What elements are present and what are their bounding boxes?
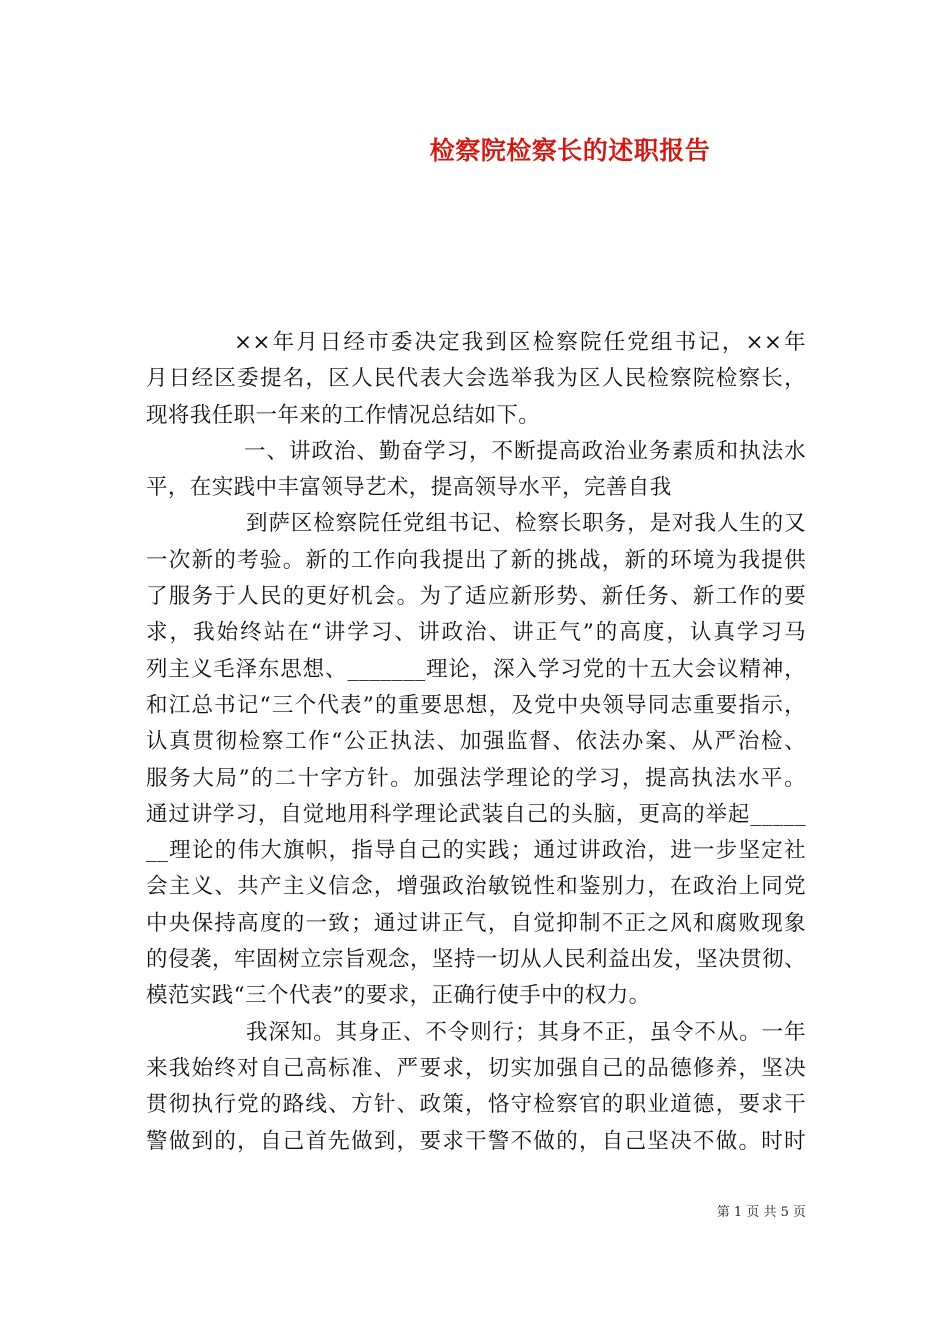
text-line: 月日经区委提名，区人民代表大会选举我为区人民检察院检察长， — [146, 366, 806, 392]
text-line: 我深知。其身正、不令则行；其身不正，虽令不从。一年 — [246, 1019, 806, 1045]
document-body — [146, 325, 806, 1160]
text-line: 模范实践“三个代表”的要求，正确行使手中的权力。 — [146, 983, 651, 1009]
text-line: 会主义、共产主义信念，增强政治敏锐性和鉴别力，在政治上同党 — [146, 874, 806, 900]
text-line: 现将我任职一年来的工作情况总结如下。 — [146, 402, 541, 428]
text-line: 来我始终对自己高标准、严要求，切实加强自己的品德修养，坚决 — [146, 1055, 806, 1081]
text-line: 贯彻执行党的路线、方针、政策，恪守检察官的职业道德，要求干 — [146, 1092, 806, 1118]
text-line: 认真贯彻检察工作“公正执法、加强监督、依法办案、从严治检、 — [146, 729, 806, 755]
text-line: 求，我始终站在“讲学习、讲政治、讲正气”的高度，认真学习马 — [146, 620, 806, 646]
text-line: 服务大局”的二十字方针。加强法学理论的学习，提高执法水平。 — [146, 765, 806, 791]
text-line: 到萨区检察院任党组书记、检察长职务，是对我人生的又 — [246, 511, 806, 537]
text-line: 平，在实践中丰富领导艺术，提高领导水平，完善自我 — [146, 475, 672, 501]
text-line: 中央保持高度的一致；通过讲正气，自觉抑制不正之风和腐败现象 — [146, 910, 806, 936]
text-line: 通过讲学习，自觉地用科学理论武装自己的头脑，更高的举起_____ — [146, 801, 806, 827]
text-line: 的侵袭，牢固树立宗旨观念，坚持一切从人民利益出发，坚决贯彻、 — [146, 947, 806, 973]
text-line: 一、讲政治、勤奋学习，不断提高政治业务素质和执法水 — [244, 438, 806, 464]
text-line: 警做到的，自己首先做到，要求干警不做的，自己坚决不做。时时 — [146, 1128, 806, 1154]
document-title: 检察院检察长的述职报告 — [429, 136, 711, 165]
text-line: 列主义毛泽东思想、_______理论，深入学习党的十五大会议精神， — [146, 656, 806, 682]
text-line: __理论的伟大旗帜，指导自己的实践；通过讲政治，进一步坚定社 — [146, 838, 806, 864]
text-line: ××年月日经市委决定我到区检察院任党组书记，××年 — [234, 330, 806, 355]
page-number: 第 1 页 共 5 页 — [716, 1205, 806, 1220]
text-line: 了服务于人民的更好机会。为了适应新形势、新任务、新工作的要 — [146, 584, 806, 610]
text-line: 一次新的考验。新的工作向我提出了新的挑战，新的环境为我提供 — [146, 547, 806, 573]
text-line: 和江总书记“三个代表”的重要思想，及党中央领导同志重要指示， — [146, 692, 806, 718]
